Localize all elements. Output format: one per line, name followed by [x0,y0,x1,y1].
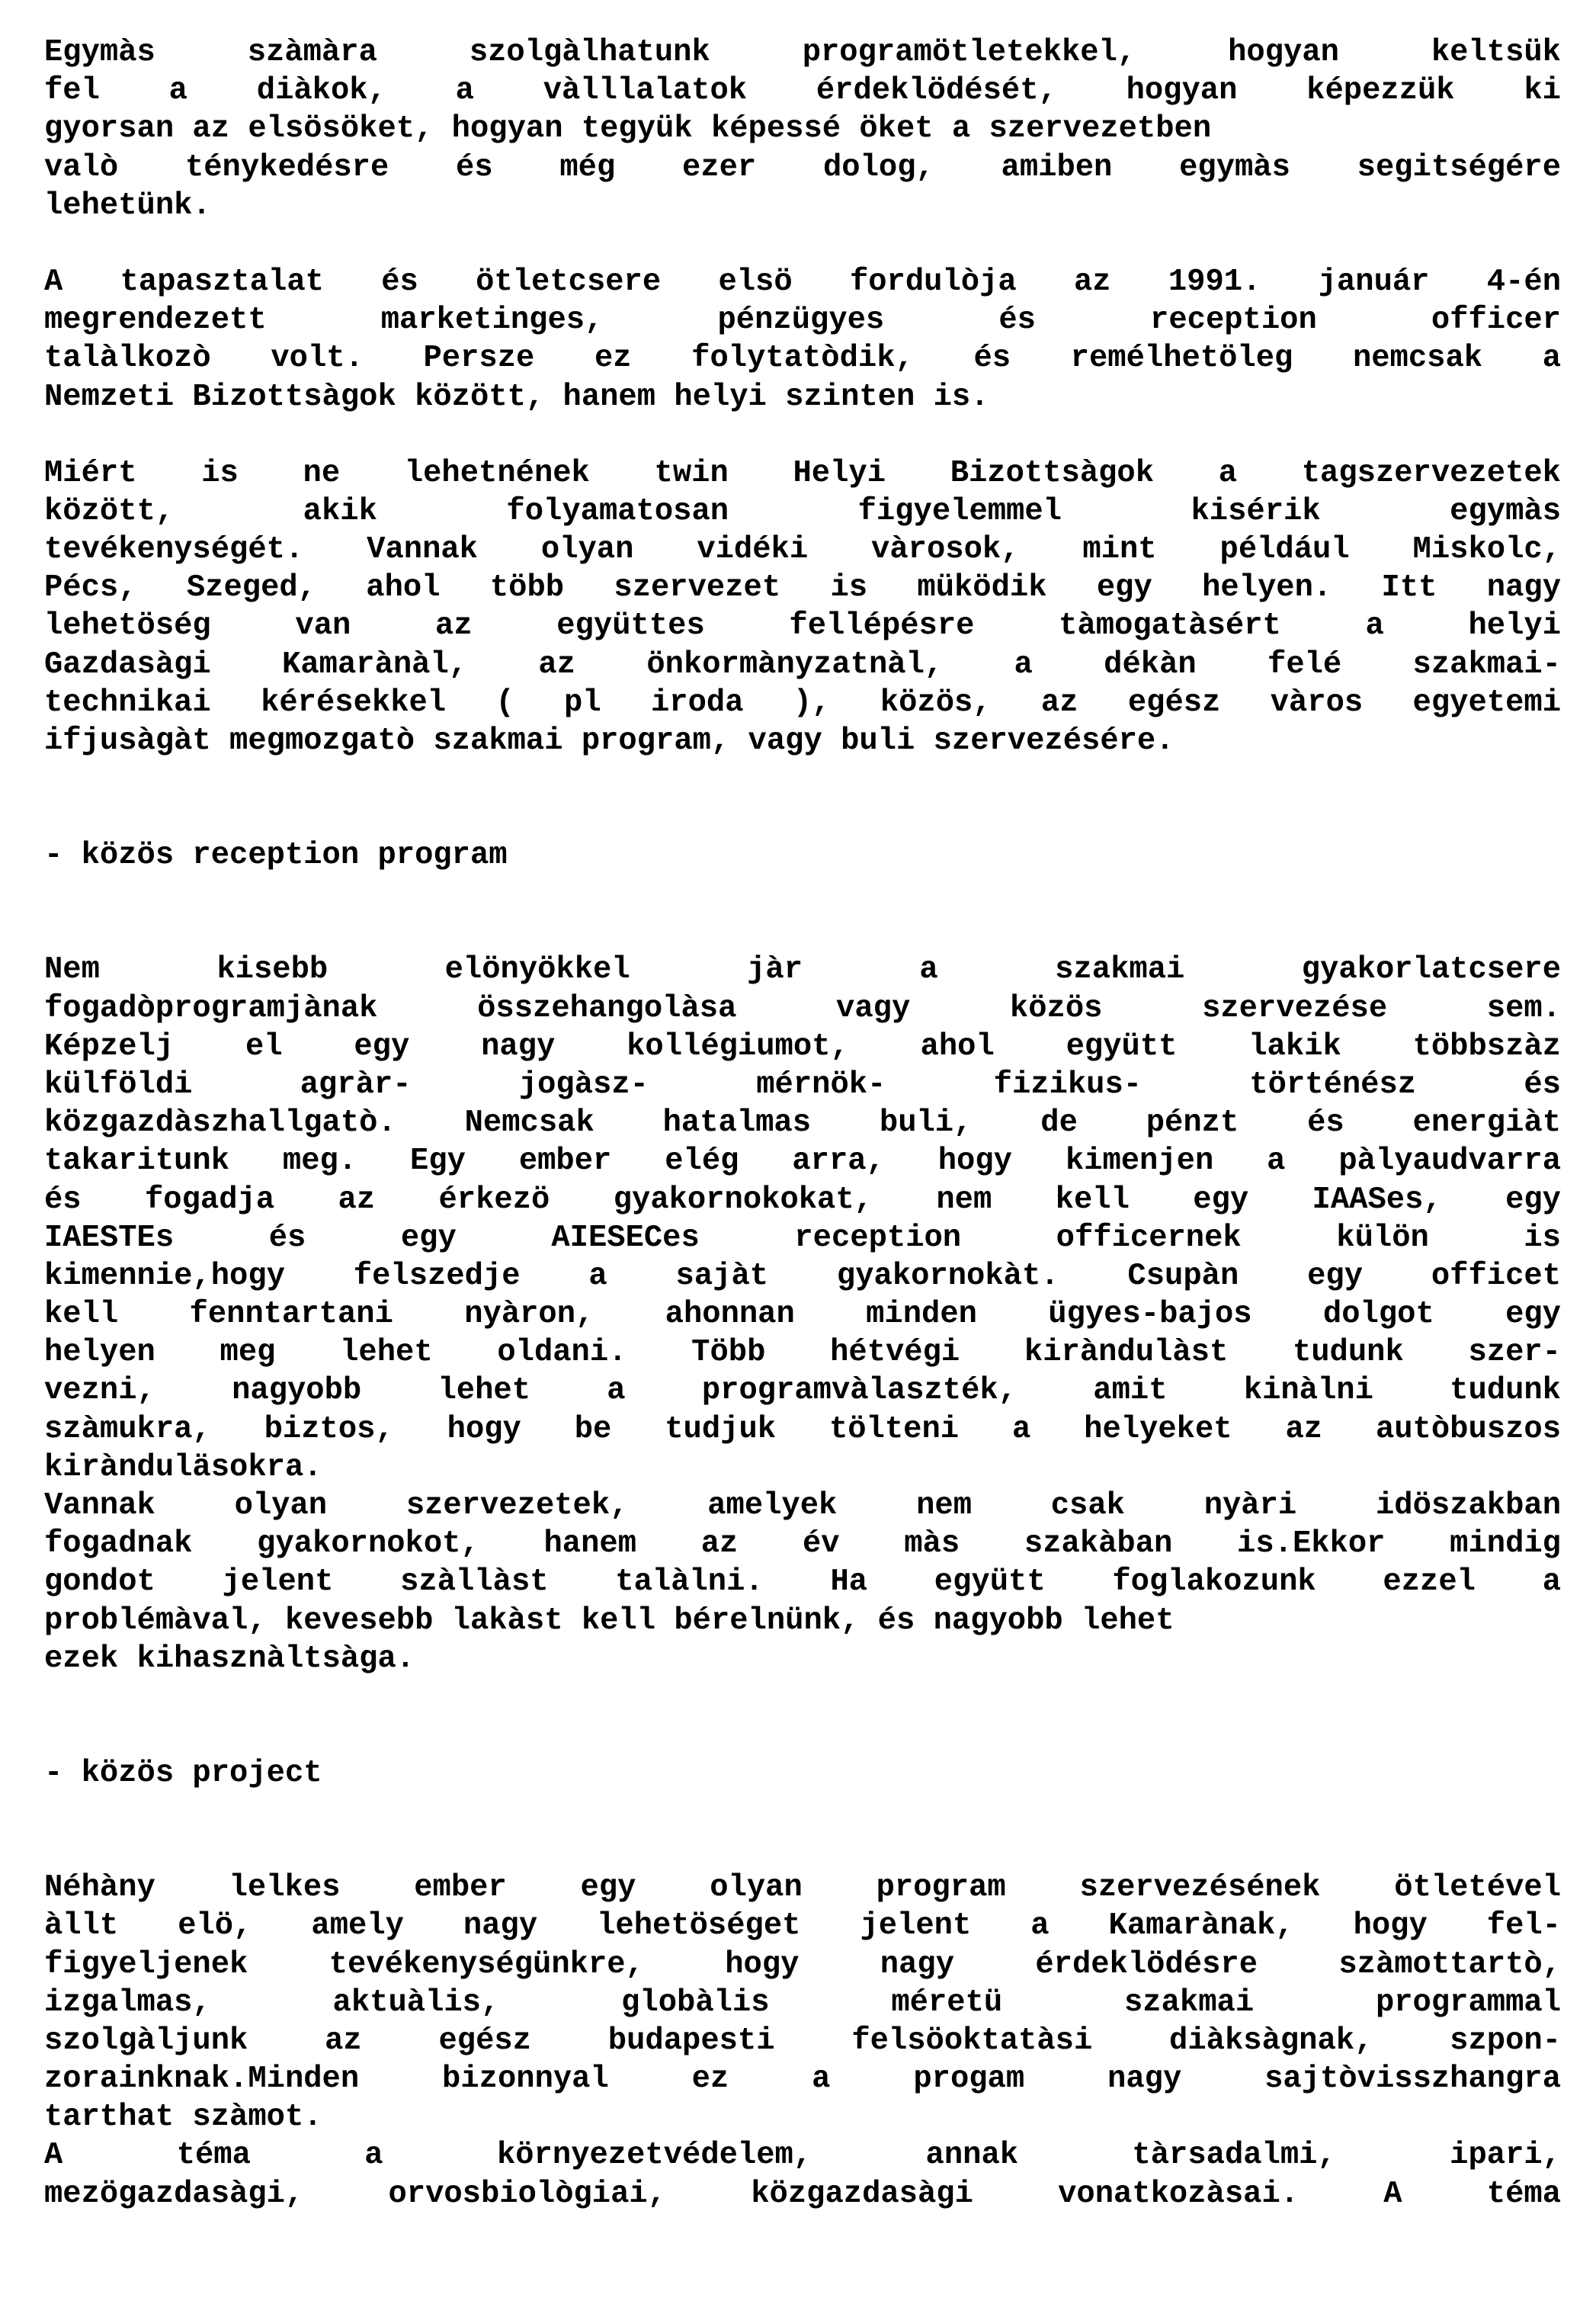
block-spacer [44,416,1561,454]
text-line: - közös project [44,1755,322,1791]
text-line: figyeljenek tevékenységünkre, hogy nagy érdeklödésre szàmottartò, [44,1946,1561,1982]
text-line: lehetöség van az együttes fellépésre tàmogatàsért a helyi [44,608,1561,644]
text-line: problémàval, kevesebb lakàst kell bérelnünk, és nagyobb lehet [44,1603,1175,1638]
text-line: tevékenységét. Vannak olyan vidéki vàrosok, mint például Miskolc, [44,532,1561,568]
text-line: talàlkozò volt. Persze ez folytatòdik, és remélhetöleg nemcsak a [44,341,1561,377]
text-line: ifjusàgàt megmozgatò szakmai program, vagy buli szervezésére. [44,724,1175,759]
block-spacer [44,760,1561,836]
text-line: kirànduläsokra. [44,1449,322,1485]
text-line: között, akik folyamatosan figyelemmel kisérik egymàs [44,493,1561,529]
text-line: tarthat szàmot. [44,2100,322,2136]
text-line: megrendezett marketinges, pénzügyes és reception officer [44,303,1561,339]
text-line: szolgàljunk az egész budapesti felsöoktatàsi diàksàgnak, szpon- [44,2023,1561,2059]
text-line: Néhàny lelkes ember egy olyan program szervezésének ötletével [44,1870,1561,1906]
text-line: izgalmas, aktuàlis, globàlis méretü szakmai programmal [44,1985,1561,2020]
text-line: kimennie,hogy felszedje a sajàt gyakornokàt. Csupàn egy officet [44,1258,1561,1294]
paragraph [44,263,1561,416]
section-heading [44,1754,1561,1792]
text-line: és fogadja az érkezö gyakornokokat, nem kell egy IAASes, egy [44,1182,1561,1218]
paragraph [44,34,1561,225]
text-line: Gazdasàgi Kamarànàl, az önkormànyzatnàl, a dékàn felé szakmai- [44,647,1561,682]
text-line: Nemzeti Bizottsàgok között, hanem helyi szinten is. [44,379,989,415]
paragraph [44,951,1561,1678]
text-line: helyen meg lehet oldani. Több hétvégi kiràndulàst tudunk szer- [44,1335,1561,1371]
text-line: gondot jelent szàllàst talàlni. Ha együtt foglakozunk ezzel a [44,1564,1561,1600]
text-line: ezek kihasznàltsàga. [44,1641,415,1677]
text-line: Vannak olyan szervezetek, amelyek nem csak nyàri idöszakban [44,1488,1561,1523]
block-spacer [44,225,1561,263]
text-line: fel a diàkok, a vàlllalatok érdeklödését, hogyan képezzük ki [44,73,1561,109]
text-line: közgazdàszhallgatò. Nemcsak hatalmas buli, de pénzt és energiàt [44,1105,1561,1141]
block-spacer [44,1792,1561,1869]
paragraph [44,1869,1561,2213]
text-line: fogadnak gyakornokot, hanem az év màs szakàban is.Ekkor mindig [44,1526,1561,1562]
text-line: Pécs, Szeged, ahol több szervezet is müködik egy helyen. Itt nagy [44,570,1561,606]
text-line: Miért is ne lehetnének twin Helyi Bizottsàgok a tagszervezetek [44,455,1561,491]
document-page [44,34,1561,2213]
text-line: valò ténykedésre és még ezer dolog, amiben egymàs segitségére [44,149,1561,185]
text-line: àllt elö, amely nagy lehetöséget jelent a Kamarànak, hogy fel- [44,1908,1561,1944]
block-spacer [44,1678,1561,1754]
text-line: zorainknak.Minden bizonnyal ez a progam nagy sajtòvisszhangra [44,2062,1561,2097]
text-line: A téma a környezetvédelem, annak tàrsadalmi, ipari, [44,2138,1561,2174]
text-line: Nem kisebb elönyökkel jàr a szakmai gyakorlatcsere [44,952,1561,988]
text-line: fogadòprogramjànak összehangolàsa vagy közös szervezése sem. [44,990,1561,1026]
text-line: A tapasztalat és ötletcsere elsö fordulòja az 1991. január 4-én [44,264,1561,300]
text-line: technikai kérésekkel ( pl iroda ), közös, az egész vàros egyetemi [44,685,1561,720]
text-line: takaritunk meg. Egy ember elég arra, hogy kimenjen a pàlyaudvarra [44,1144,1561,1179]
text-line: Képzelj el egy nagy kollégiumot, ahol együtt lakik többszàz [44,1028,1561,1064]
text-line: szàmukra, biztos, hogy be tudjuk tölteni a helyeket az autòbuszos [44,1411,1561,1447]
text-line: gyorsan az elsösöket, hogyan tegyük képessé öket a szervezetben [44,111,1212,147]
section-heading [44,836,1561,874]
block-spacer [44,874,1561,951]
text-line: lehetünk. [44,188,211,223]
text-line: kell fenntartani nyàron, ahonnan minden ügyes-bajos dolgot egy [44,1297,1561,1333]
text-line: - közös reception program [44,838,508,874]
text-line: Egymàs szàmàra szolgàlhatunk programötletekkel, hogyan keltsük [44,35,1561,70]
text-line: IAESTEs és egy AIESECes reception officernek külön is [44,1220,1561,1256]
text-line: mezögazdasàgi, orvosbiològiai, közgazdasàgi vonatkozàsai. A téma [44,2176,1561,2212]
text-line: vezni, nagyobb lehet a programvàlaszték, amit kinàlni tudunk [44,1373,1561,1409]
paragraph [44,454,1561,761]
text-line: külföldi agràr- jogàsz- mérnök- fizikus- történész és [44,1067,1561,1102]
